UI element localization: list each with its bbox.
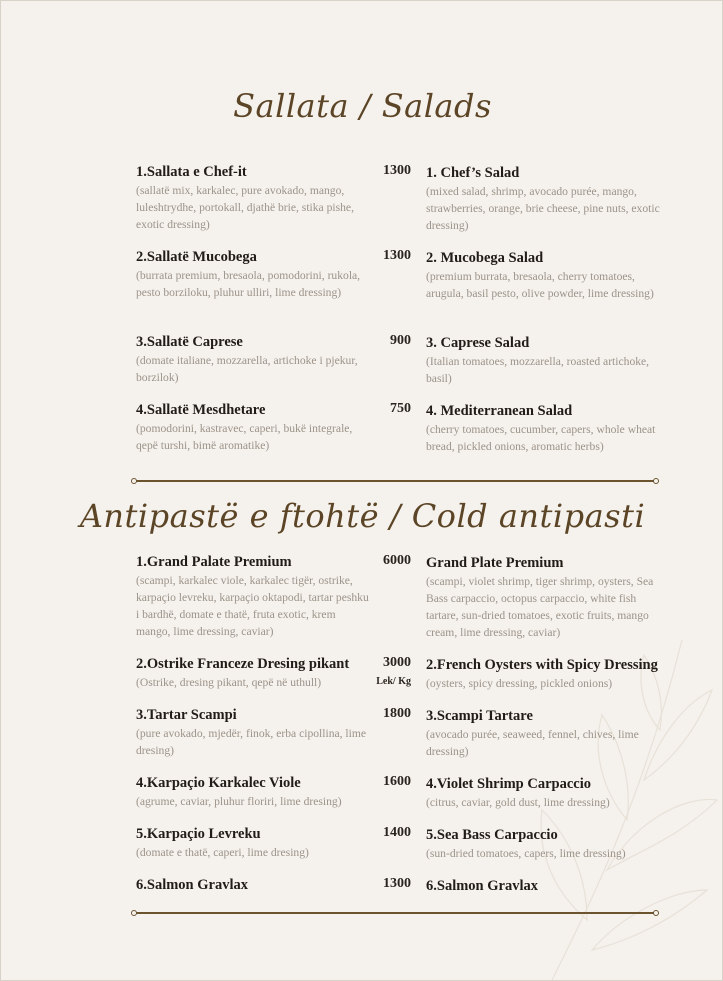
item-name: 6.Salmon Gravlax — [136, 877, 248, 893]
item-description: (premium burrata, bresaola, cherry tomatoes, arugula, basil pesto, olive powder, lime dressing) — [426, 270, 654, 300]
menu-item-salad-2-en — [426, 249, 666, 302]
item-price: 1600 — [383, 774, 411, 789]
menu-item-antipasti-6-sq — [136, 876, 371, 894]
item-name: 3.Tartar Scampi — [136, 707, 237, 723]
item-description: (oysters, spicy dressing, pickled onions) — [426, 677, 613, 690]
item-name: 3.Sallatë Caprese — [136, 334, 243, 350]
menu-item-antipasti-2-sq — [136, 655, 376, 691]
item-price: 1800 — [383, 706, 411, 721]
item-price: 900 — [390, 333, 411, 348]
item-price: 6000 — [383, 553, 411, 568]
item-description: (scampi, violet shrimp, tiger shrimp, oysters, Sea Bass carpaccio, octopus carpaccio, white fish tartare, sun-dried tomatoes, exotic fruits, mango cream, lime dressing, caviar) — [426, 575, 654, 639]
menu-item-antipasti-5-sq — [136, 825, 371, 861]
menu-item-salad-4-en — [426, 402, 666, 455]
item-name: 5.Sea Bass Carpaccio — [426, 827, 558, 843]
menu-item-antipasti-2-en — [426, 656, 686, 692]
item-description: (mixed salad, shrimp, avocado purée, mango, strawberries, orange, brie cheese, pine nuts, exotic dressing) — [426, 185, 660, 232]
menu-item-salad-1-sq — [136, 163, 371, 233]
item-name: 4.Violet Shrimp Carpaccio — [426, 776, 591, 792]
item-description: (Italian tomatoes, mozzarella, roasted artichoke, basil) — [426, 355, 650, 385]
menu-item-salad-3-sq — [136, 333, 371, 386]
item-price: 750 — [390, 401, 411, 416]
item-description: (domate e thatë, caperi, lime dresing) — [136, 846, 309, 859]
item-price: 1400 — [383, 825, 411, 840]
item-description: (domate italiane, mozzarella, artichoke i pjekur, borzilok) — [136, 354, 358, 384]
item-description: (agrume, caviar, pluhur floriri, lime dresing) — [136, 795, 342, 808]
item-name: 1. Chef’s Salad — [426, 165, 520, 181]
menu-item-salad-3-en — [426, 334, 666, 387]
menu-item-antipasti-3-en — [426, 707, 666, 760]
item-name: 3. Caprese Salad — [426, 335, 530, 351]
item-description: (citrus, caviar, gold dust, lime dressing) — [426, 796, 610, 809]
menu-item-salad-4-sq — [136, 401, 371, 454]
item-description: (pomodorini, kastravec, caperi, bukë integrale, qepë turshi, bimë aromatike) — [136, 422, 353, 452]
section-divider — [131, 910, 659, 916]
item-name: 2. Mucobega Salad — [426, 250, 544, 266]
menu-item-antipasti-4-en — [426, 775, 666, 811]
item-description: (scampi, karkalec viole, karkalec tigër, ostrike, karpaçio levreku, karpaçio oktapodi, tartar peshku i bardhë, domate e thatë, fruta exotic, krem mango, lime dressing, caviar) — [136, 574, 369, 638]
item-name: 2.Sallatë Mucobega — [136, 249, 257, 265]
menu-item-antipasti-5-en — [426, 826, 666, 862]
menu-item-antipasti-6-en — [426, 877, 666, 895]
item-name: 5.Karpaçio Levreku — [136, 826, 261, 842]
antipasti-section-title: Antipastë e ftohtë / Cold antipasti — [79, 497, 646, 535]
item-price: 3000 — [383, 655, 411, 670]
menu-item-antipasti-1-en — [426, 554, 666, 641]
item-description: (sallatë mix, karkalec, pure avokado, mango, luleshtrydhe, portokall, djathë brie, stika pishe, exotic dressing) — [136, 184, 354, 231]
item-description: (sun-dried tomatoes, capers, lime dressing) — [426, 847, 626, 860]
item-price: 1300 — [383, 163, 411, 178]
item-description: (burrata premium, bresaola, pomodorini, rukola, pesto borziloku, pluhur ulliri, lime dressing) — [136, 269, 361, 299]
item-price: 1300 — [383, 876, 411, 891]
item-name: 2.French Oysters with Spicy Dressing — [426, 657, 658, 673]
item-description: (cherry tomatoes, cucumber, capers, whole wheat bread, pickled onions, aromatic herbs) — [426, 423, 656, 453]
item-name: 1.Sallata e Chef-it — [136, 164, 247, 180]
price-unit: Lek/ Kg — [376, 676, 411, 687]
item-description: (Ostrike, dresing pikant, qepë në uthull) — [136, 676, 322, 689]
menu-item-antipasti-3-sq — [136, 706, 371, 759]
item-name: 6.Salmon Gravlax — [426, 878, 538, 894]
item-price: 1300 — [383, 248, 411, 263]
item-name: 1.Grand Palate Premium — [136, 554, 292, 570]
menu-item-antipasti-1-sq — [136, 553, 371, 640]
item-name: 4.Sallatë Mesdhetare — [136, 402, 266, 418]
item-name: 4. Mediterranean Salad — [426, 403, 573, 419]
menu-item-antipasti-4-sq — [136, 774, 371, 810]
item-name: 3.Scampi Tartare — [426, 708, 533, 724]
menu-item-salad-1-en — [426, 164, 666, 234]
salads-section-title: Sallata / Salads — [233, 87, 492, 125]
item-description: (pure avokado, mjedër, finok, erba cipollina, lime dresing) — [136, 727, 367, 757]
section-divider — [131, 478, 659, 484]
item-description: (avocado purée, seaweed, fennel, chives, lime dressing) — [426, 728, 639, 758]
item-name: Grand Plate Premium — [426, 555, 564, 571]
menu-item-salad-2-sq — [136, 248, 371, 301]
item-name: 2.Ostrike Franceze Dresing pikant — [136, 656, 350, 672]
item-name: 4.Karpaçio Karkalec Viole — [136, 775, 301, 791]
